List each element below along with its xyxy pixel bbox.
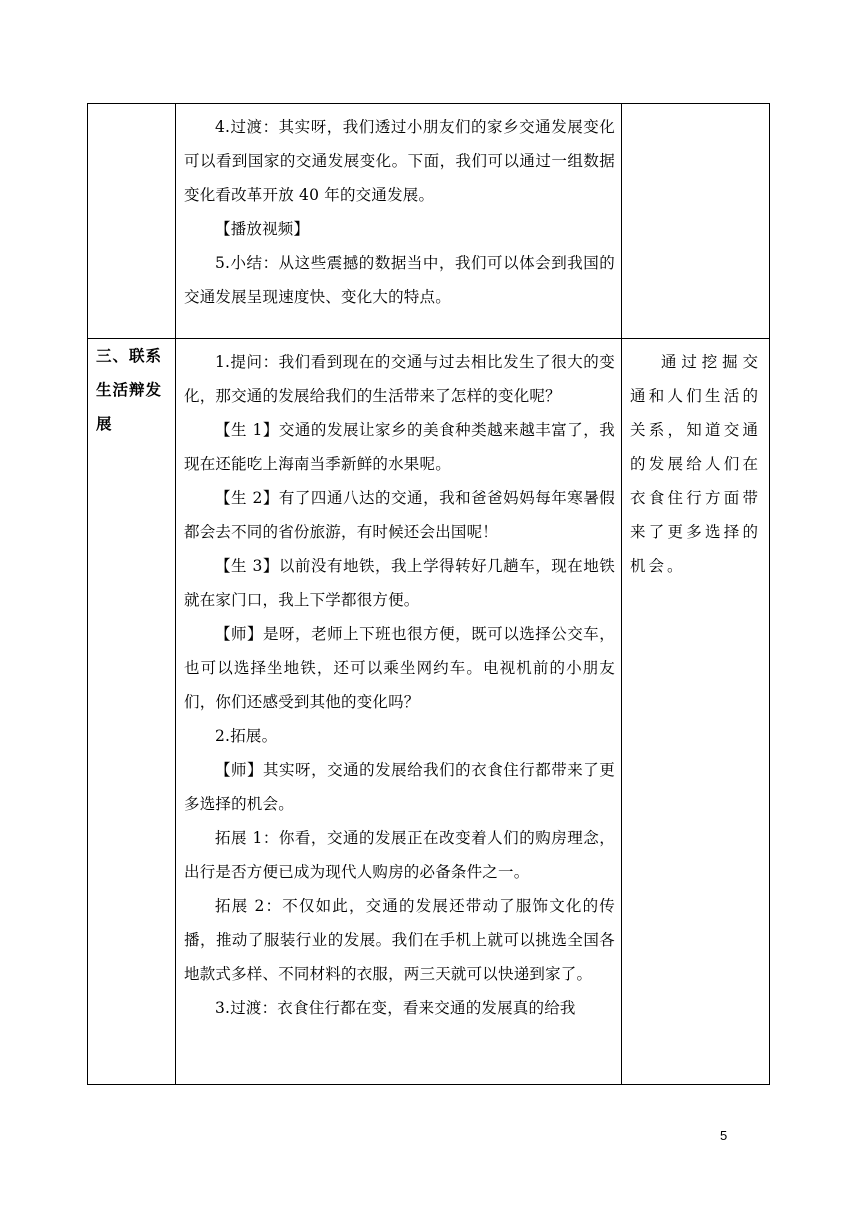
activity-paragraph: 5.小结：从这些震撼的数据当中，我们可以体会到我国的交通发展呈现速度快、变化大的特点。 — [184, 254, 615, 306]
intent-cell — [622, 339, 770, 1085]
lesson-plan-table — [87, 103, 770, 1085]
activity-cell — [176, 339, 622, 1085]
activity-paragraph: 拓展 1：你看，交通的发展正在改变着人们的购房理念，出行是否方便已成为现代人购房的必备条件之一。 — [184, 829, 615, 881]
table-row — [88, 339, 770, 1085]
section-title: 三、联系生活辩发展 — [96, 347, 163, 433]
activity-paragraph: 【生 2】有了四通八达的交通，我和爸爸妈妈每年寒暑假都会去不同的省份旅游，有时候还会出国呢！ — [184, 489, 615, 541]
activity-paragraph: 【生 1】交通的发展让家乡的美食种类越来越丰富了，我现在还能吃上海南当季新鲜的水果呢。 — [184, 421, 615, 473]
activity-paragraph: 【师】是呀，老师上下班也很方便，既可以选择公交车，也可以选择坐地铁，还可以乘坐网约车。电视机前的小朋友们，你们还感受到其他的变化吗？ — [184, 625, 615, 711]
activity-cell — [176, 104, 622, 339]
activity-paragraph: 2.拓展。 — [215, 727, 278, 745]
intent-cell — [622, 104, 770, 339]
page-number: 5 — [720, 1128, 728, 1143]
table-row — [88, 104, 770, 339]
activity-paragraph: 【播放视频】 — [215, 220, 310, 238]
section-cell — [88, 104, 176, 339]
activity-paragraph: 3.过渡：衣食住行都在变，看来交通的发展真的给我 — [215, 999, 576, 1017]
activity-paragraph: 1.提问：我们看到现在的交通与过去相比发生了很大的变化，那交通的发展给我们的生活带来了怎样的变化呢？ — [184, 353, 615, 405]
activity-paragraph: 【师】其实呀，交通的发展给我们的衣食住行都带来了更多选择的机会。 — [184, 761, 615, 813]
section-cell — [88, 339, 176, 1085]
activity-paragraph: 4.过渡：其实呀，我们透过小朋友们的家乡交通发展变化可以看到国家的交通发展变化。下面，我们可以通过一组数据变化看改革开放 40 年的交通发展。 — [184, 118, 615, 204]
activity-paragraph: 【生 3】以前没有地铁，我上学得转好几趟车，现在地铁就在家门口，我上下学都很方便。 — [184, 557, 615, 609]
intent-text: 通过挖掘交通和人们生活的关系，知道交通的发展给人们在衣食住行方面带来了更多选择的机会。 — [630, 353, 761, 575]
activity-paragraph: 拓展 2：不仅如此，交通的发展还带动了服饰文化的传播，推动了服装行业的发展。我们在手机上就可以挑选全国各地款式多样、不同材料的衣服，两三天就可以快递到家了。 — [184, 897, 615, 983]
